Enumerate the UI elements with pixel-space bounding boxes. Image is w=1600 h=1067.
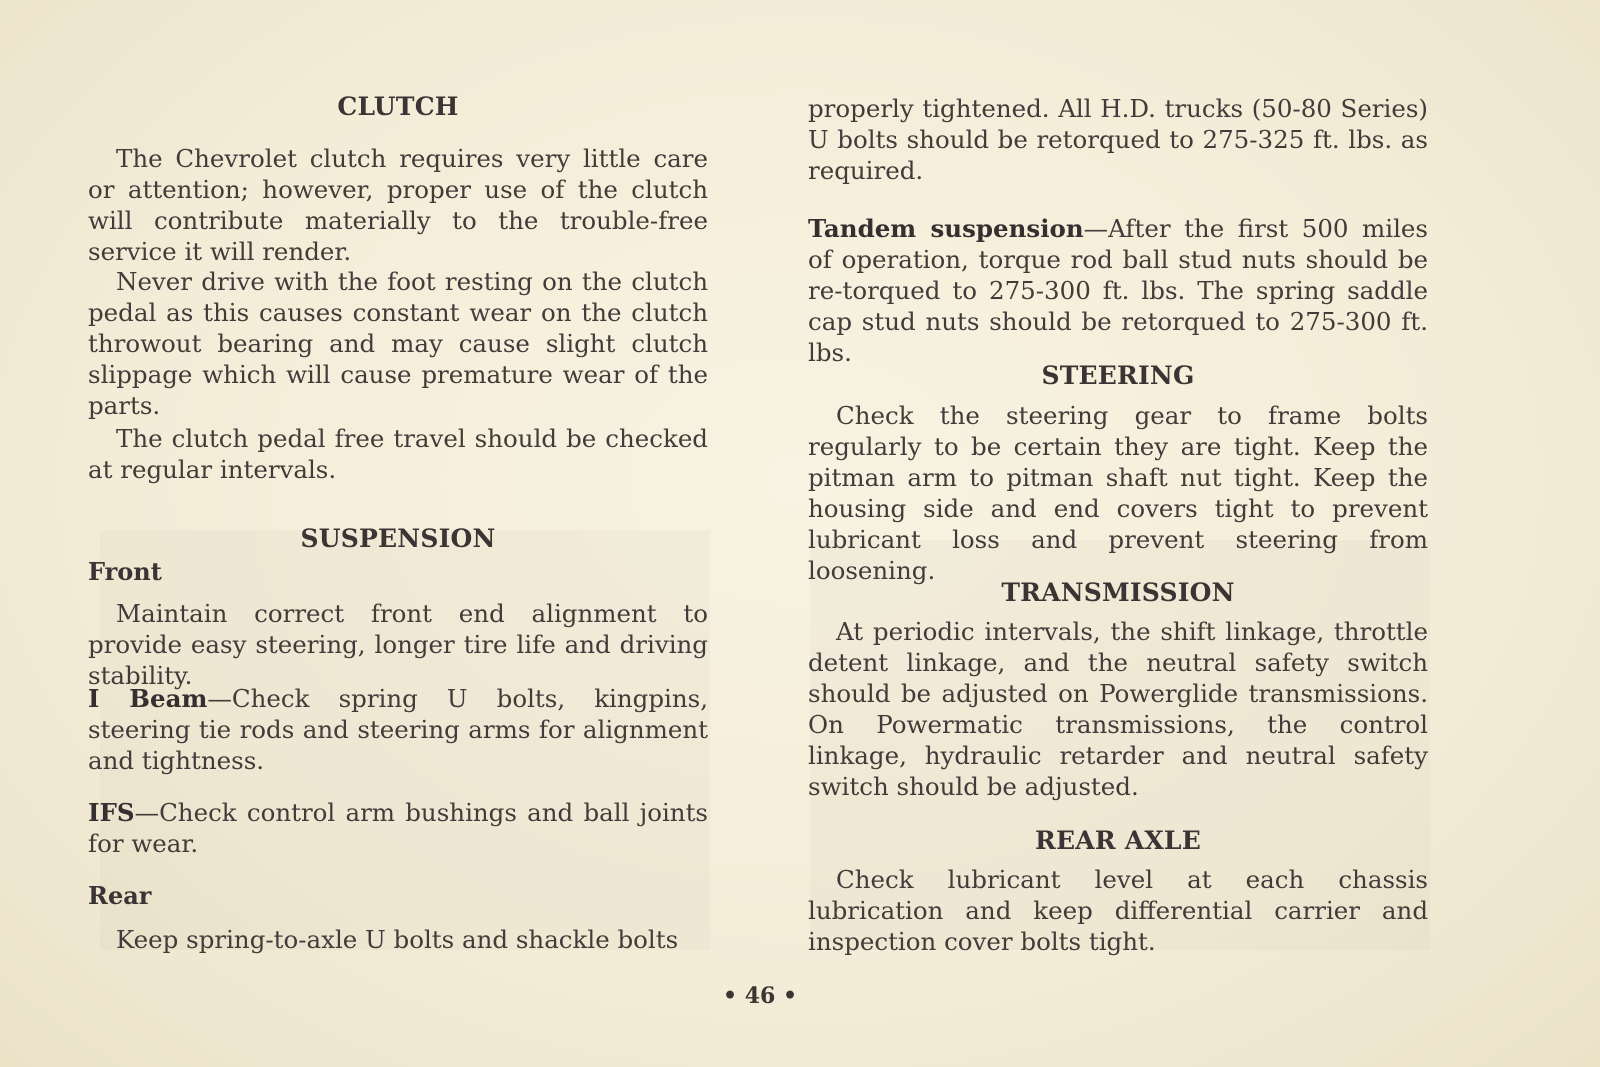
subheading-front: Front (88, 557, 162, 586)
clutch-paragraph-2: Never drive with the foot resting on the clutch pedal as this causes constant wear on the clutch throwout bearing and may cause slight clutch slippage which will cause premature wear of the parts. (88, 267, 708, 420)
page-number-value: 46 (744, 983, 776, 1009)
ibeam-text: —Check spring U bolts, kingpins, steering tie rods and steering arms for alignment and tightness. (88, 684, 709, 775)
steering-paragraph: Check the steering gear to frame bolts regularly to be certain they are tight. Keep the pitman arm to pitman shaft nut tight. Keep the housing side and end covers tight to prevent lubricant loss and prevent steering from loosening. (808, 401, 1428, 585)
heading-suspension: SUSPENSION (300, 524, 496, 553)
bullet-icon: • (782, 983, 798, 1009)
bullet-icon: • (722, 983, 738, 1009)
ibeam-label: I Beam (88, 684, 208, 713)
page-number (720, 983, 800, 1009)
heading-transmission: TRANSMISSION (1001, 578, 1235, 607)
heading-steering: STEERING (1041, 361, 1195, 390)
ibeam-paragraph (88, 683, 708, 776)
heading-rear-axle: REAR AXLE (1035, 826, 1201, 855)
subheading-rear: Rear (88, 881, 152, 910)
continued-paragraph: properly tightened. All H.D. trucks (50-80 Series) U bolts should be retorqued to 275-325 ft. lbs. as required. (808, 94, 1428, 185)
clutch-paragraph-3: The clutch pedal free travel should be checked at regular intervals. (88, 424, 708, 484)
ifs-paragraph (88, 797, 708, 859)
transmission-paragraph: At periodic intervals, the shift linkage, throttle detent linkage, and the neutral safety switch should be adjusted on Powerglide transmissions. On Powermatic transmissions, the control linkage, hydraulic retarder and neutral safety switch should be adjusted. (808, 617, 1428, 801)
ifs-text: —Check control arm bushings and ball joints for wear. (88, 798, 708, 858)
tandem-text: —After the first 500 miles of operation, torque rod ball stud nuts should be re-torqued to 275-300 ft. lbs. The spring saddle cap stud nuts should be retorqued to 275-300 ft. lbs. (808, 214, 1428, 367)
front-paragraph: Maintain correct front end alignment to provide easy steering, longer tire life and driving stability. (88, 599, 708, 690)
ifs-label: IFS (88, 798, 135, 827)
rear-paragraph: Keep spring-to-axle U bolts and shackle bolts (116, 925, 679, 954)
heading-clutch: CLUTCH (337, 92, 459, 121)
tandem-paragraph (808, 213, 1428, 368)
clutch-paragraph-1: The Chevrolet clutch requires very little care or attention; however, proper use of the clutch will contribute materially to the trouble-free service it will render. (88, 144, 708, 266)
rear-axle-paragraph: Check lubricant level at each chassis lubrication and keep differential carrier and inspection cover bolts tight. (808, 865, 1428, 956)
tandem-label: Tandem suspension (808, 214, 1084, 243)
